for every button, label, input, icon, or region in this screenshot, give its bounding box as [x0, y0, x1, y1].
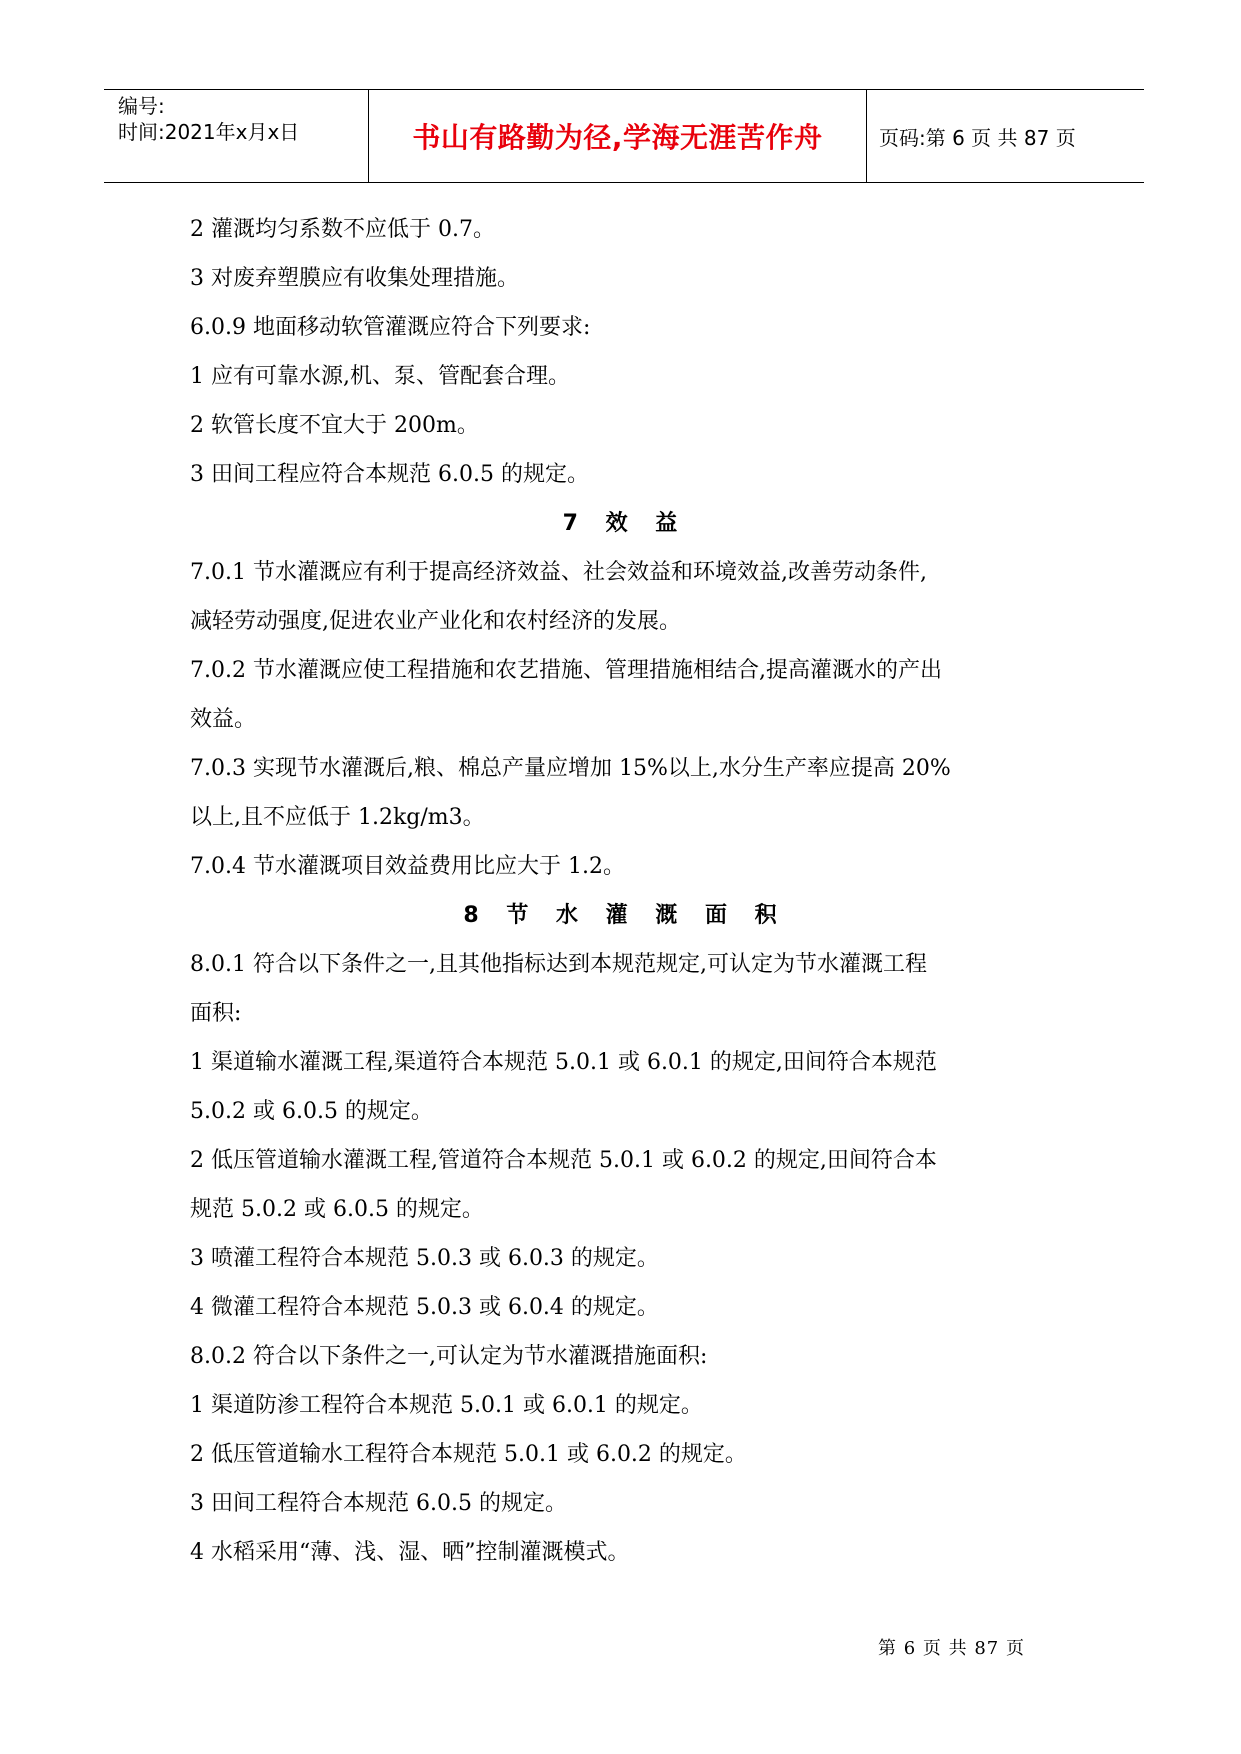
paragraph-line: 3 喷灌工程符合本规范 5.0.3 或 6.0.3 的规定。 [190, 1246, 659, 1271]
paragraph-line: 4 微灌工程符合本规范 5.0.3 或 6.0.4 的规定。 [190, 1295, 659, 1320]
paragraph-line: 8.0.2 符合以下条件之一,可认定为节水灌溉措施面积: [190, 1344, 708, 1369]
paragraph-line: 7.0.4 节水灌溉项目效益费用比应大于 1.2。 [190, 854, 625, 879]
paragraph-line: 效益。 [190, 707, 257, 732]
paragraph-line: 4 水稻采用“薄、浅、湿、晒”控制灌溉模式。 [190, 1540, 630, 1565]
document-time-label: 时间:2021年x月x日 [118, 120, 300, 144]
paragraph-line: 3 田间工程应符合本规范 6.0.5 的规定。 [190, 462, 589, 487]
paragraph-line: 面积: [190, 1001, 242, 1026]
section-heading-8: 8 节 水 灌 溉 面 积 [463, 903, 787, 928]
paragraph-line: 2 灌溉均匀系数不应低于 0.7。 [190, 217, 495, 242]
header-motto: 书山有路勤为径,学海无涯苦作舟 [369, 90, 867, 182]
paragraph-line: 6.0.9 地面移动软管灌溉应符合下列要求: [190, 315, 591, 340]
document-body [190, 205, 1060, 1577]
document-number-label: 编号: [118, 94, 165, 118]
paragraph-line: 7.0.3 实现节水灌溉后,粮、棉总产量应增加 15%以上,水分生产率应提高 20% [190, 756, 951, 781]
paragraph-line: 3 对废弃塑膜应有收集处理措施。 [190, 266, 519, 291]
paragraph-line: 7.0.1 节水灌溉应有利于提高经济效益、社会效益和环境效益,改善劳动条件, [190, 560, 927, 585]
paragraph-line: 1 渠道输水灌溉工程,渠道符合本规范 5.0.1 或 6.0.1 的规定,田间符合本规范 [190, 1050, 937, 1075]
paragraph-line: 7.0.2 节水灌溉应使工程措施和农艺措施、管理措施相结合,提高灌溉水的产出 [190, 658, 942, 683]
page-footer: 第 6 页 共 87 页 [878, 1638, 1025, 1659]
paragraph-line: 5.0.2 或 6.0.5 的规定。 [190, 1099, 433, 1124]
header-page-info: 页码:第 6 页 共 87 页 [879, 125, 1076, 150]
paragraph-line: 1 渠道防渗工程符合本规范 5.0.1 或 6.0.1 的规定。 [190, 1393, 703, 1418]
paragraph-line: 2 软管长度不宜大于 200m。 [190, 413, 479, 438]
paragraph-line: 以上,且不应低于 1.2kg/m3。 [190, 805, 485, 830]
paragraph-line: 减轻劳动强度,促进农业产业化和农村经济的发展。 [190, 609, 681, 634]
section-heading-7: 7 效 益 [562, 511, 688, 536]
paragraph-line: 规范 5.0.2 或 6.0.5 的规定。 [190, 1197, 484, 1222]
paragraph-line: 1 应有可靠水源,机、泵、管配套合理。 [190, 364, 570, 389]
paragraph-line: 2 低压管道输水工程符合本规范 5.0.1 或 6.0.2 的规定。 [190, 1442, 747, 1467]
page-header [104, 89, 1144, 183]
header-meta [104, 90, 369, 182]
paragraph-line: 3 田间工程符合本规范 6.0.5 的规定。 [190, 1491, 567, 1516]
paragraph-line: 8.0.1 符合以下条件之一,且其他指标达到本规范规定,可认定为节水灌溉工程 [190, 952, 927, 977]
paragraph-line: 2 低压管道输水灌溉工程,管道符合本规范 5.0.1 或 6.0.2 的规定,田间符合本 [190, 1148, 937, 1173]
